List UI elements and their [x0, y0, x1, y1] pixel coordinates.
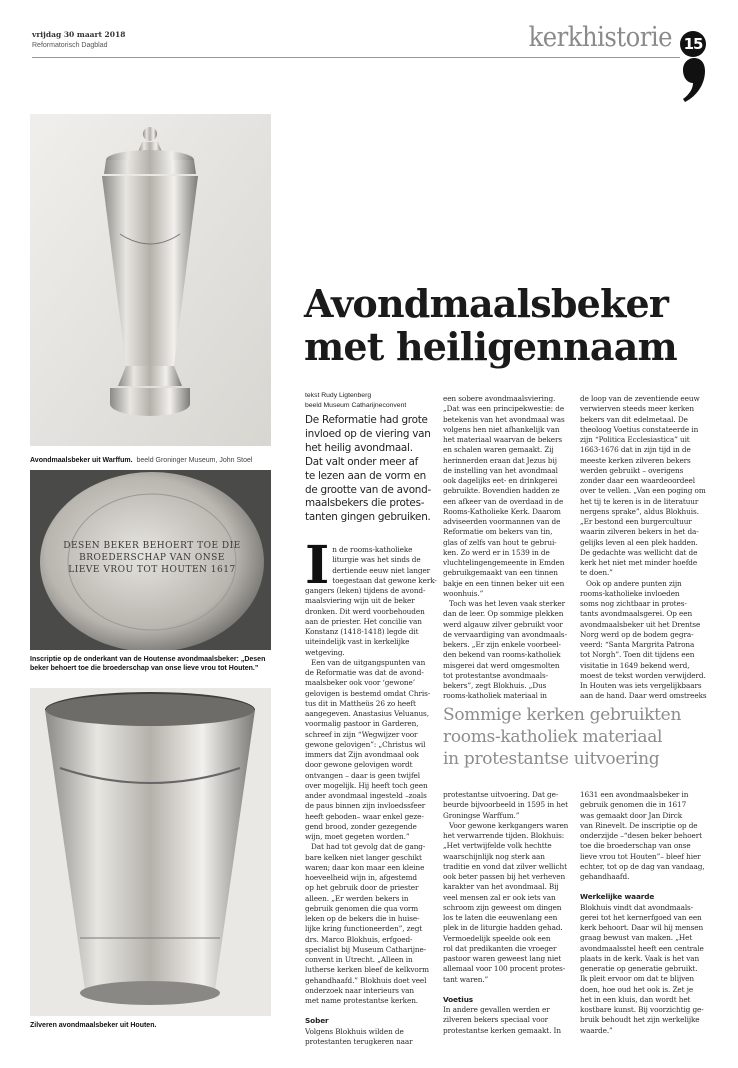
paragraph: protestantse uitvoering. Dat ge- beurde bijvoorbeeld in 1595 in het Groningse Warffum.”: [443, 790, 568, 820]
paragraph: Toch was het leven vaak sterker dan de leer. Op sommige plekken werd algauw zilver gebruikt voor de vervaardiging van avondmaals- bekers. „Er zijn enkele voorbeel- den bekend van rooms-katholiek misgerei dat werd omgesmolten tot protestantse avondmaals- bekers”, zegt Blokhuis. „Dus rooms-katholiek materiaal in: [443, 599, 567, 701]
section-title: kerkhistorie: [528, 22, 672, 53]
paragraph: Blokhuis vindt dat avondmaals- gerei tot het kernerfgoed van een kerk behoort. Daar wil hij mensen graag bewust van maken. „Het avondmaalsstel heeft een centrale plaats in de kerk. Vaak is het van generatie op generatie gebruikt. Ik pleit ervoor om dat te blijven doen, hoe oud het ook is. Zet je het in een kluis, dan wordt het kostbare kunst. Bij voorzichtig ge- bruik behoudt het zijn werkelijke waarde.”: [580, 902, 704, 1035]
photo-houten-cup: [30, 688, 271, 1016]
paragraph: Een van de uitgangspunten van de Reformatie was dat de avond- maalsbeker ook voor ‘gewone’ gelovigen is bestemd omdat Chris- tus dit in Mattheüs 26 zo heeft aangegeven. Anastasius Veluanus, voormalig pastoor in Garderen, schreef in zijn “Wegwijzer voor gewone gelovigen”: „Christus wil immers dat Zijn avondmaal ook door gewone gelovigen wordt ontvangen – daar is geen twijfel over mogelijk. Hij heeft toch geen ander avondmaal ingesteld –zoals de paus binnen zijn invloedssfeer heeft geboden– waar enkel geze- gend brood, zonder gezegende wijn, moet gegeten worden.”: [305, 657, 431, 841]
paragraph: Voor gewone kerkgangers waren het verwarrende tijden. Blokhuis: „Het vertwijfelde volk hechtte waarschijnlijk nog sterk aan traditie en vond dat zilver wellicht ook beter passen bij het verheven karakter van het avondmaal. Bij veel mensen zal er ook iets van schroom zijn geweest om dingen los te laten die eeuwenlang een plek in de liturgie hadden gehad. Vermoedelijk speelde ook een rol dat predikanten die vroeger pastoor waren geweest lang niet allemaal voor 100 procent protes- tant waren.”: [443, 820, 569, 984]
newspaper-name: Reformatorisch Dagblad: [32, 42, 108, 49]
paragraph: n de rooms-katholieke liturgie was het sinds de dertiende eeuw niet langer toegestaan dat gewone kerk- gangers (leken) tijdens de avond- maalsviering wijn uit de beker dronken. Dit werd voorbehouden aan de priester. Het concilie van Konstanz (1418-1418) legde dit uiteindelijk vast in kerkelijke wetgeving.: [305, 545, 437, 657]
engraving-text: DESEN BEKER BEHOERT TOE DIE BROEDERSCHAP VAN ONSE LIEVE VROU TOT HOUTEN 1617: [63, 541, 241, 575]
photo-caption-houten: Zilveren avondmaalsbeker uit Houten.: [30, 1022, 157, 1029]
article-column-3-top: [580, 394, 712, 702]
photo-caption-warffum: [30, 456, 275, 465]
comma-logo-icon: [680, 58, 706, 102]
paragraph: een sobere avondmaalsviering. „Dat was een principekwestie: de betekenis van het avondmaal was volgens hen niet afhankelijk van het materiaal waarvan de bekers en schalen waren gemaakt. Zij herinnerden eraan dat Jezus bij de instelling van het avondmaal ook dagelijks eet- en drinkgerei gebruikte. Bovendien hadden ze een afkeer van de overdaad in de Rooms-Katholieke Kerk. Daarom adviseerden voormannen van de Reformatie om bekers van tin, glas of zelfs van hout te gebrui- ken. Zo werd er in 1539 in de vluchtelingengemeente in Emden gebruikgemaakt van een tinnen bakje en een tinnen beker uit een woonhuis.”: [443, 394, 565, 598]
issue-date: vrijdag 30 maart 2018: [32, 30, 126, 39]
paragraph: Ook op andere punten zijn rooms-katholieke invloeden soms nog zichtbaar in protes- tants avondmaalsgerei. Op een avondmaalsbeker uit het Drentse Norg werd op de bodem gegra- veerd: “Santa Margrita Patrona tot Norgh”. Toen dit tijdens een visitatie in 1649 bekend werd, moest de tekst worden verwijderd. In Houten was iets vergelijkbaars aan de hand. Daar werd omstreeks: [580, 578, 707, 701]
caption-title: Avondmaalsbeker uit Warffum.: [30, 457, 133, 464]
paragraph: In andere gevallen werden er zilveren bekers speciaal voor protestantse kerken gemaakt. In: [443, 1005, 561, 1035]
photo-warffum-cup: [30, 114, 271, 446]
byline-photo: beeld Museum Catharijneconvent: [305, 402, 407, 409]
article-column-3-bottom: [580, 790, 712, 1036]
paragraph: 1631 een avondmaalsbeker in gebruik genomen die in 1617 was gemaakt door Jan Dirck van Rinevelt. De inscriptie op de onderzijde –“desen beker behoert toe die broederschap van onse lieve vrou tot Houten”– bleef hier echter, tot op de dag van vandaag, gehandhaafd.: [580, 790, 705, 881]
paragraph: Dat had tot gevolg dat de gang- bare kelken niet langer geschikt waren; daar kon maar een kleine hoeveelheid wijn in, afgestemd op het gebruik door de priester alleen. „Er werden bekers in gebruik genomen die qua vorm leken op de bekers die in huise- lijke kring functioneerden”, zegt drs. Marco Blokhuis, erfgoed- specialist bij Museum Catharijne- convent in Utrecht. „Alleen in lutherse kerken bleef de kelkvorm gehandhaafd.” Blokhuis doet veel onderzoek naar interieurs van met name protestantse kerken.: [305, 842, 429, 1005]
photo-credit: beeld Groninger Museum, John Stoel: [136, 457, 253, 464]
page-number: 15: [680, 31, 706, 57]
article-column-1: [305, 535, 437, 1047]
subheading-voetius: Voetius: [443, 994, 474, 1004]
subheading-sober: Sober: [305, 1016, 329, 1026]
photo-caption-inscription: Inscriptie op de onderkant van de Houtense avondmaalsbeker: „Desen beker behoert toe die broederschap van onse lieve vrou tot Houten.”: [30, 656, 266, 672]
byline: [305, 391, 406, 411]
article-column-2-top: [443, 394, 575, 702]
paragraph: de loop van de zeventiende eeuw verwierven steeds meer kerken bekers van dit edelmetaal. De theoloog Voetius constateerde in zijn “Politica Ecclesiastica” uit 1663-1676 dat in zijn tijd in de meeste kerken zilveren bekers werden gebruikt – overigens zonder daar een waardeoordeel over te vellen. „Van een poging om het tij te keren is in de literatuur nergens sprake”, aldus Blokhuis. „Er bestond een burgercultuur waarin zilveren bekers in het da- gelijks leven al een plek hadden. De gedachte was wellicht dat de kerk het niet met minder hoefde te doen.”: [580, 394, 706, 578]
pull-quote: Sommige kerken gebruikten rooms-katholiek materiaal in protestantse uitvoering: [443, 705, 682, 769]
article-column-2-bottom: [443, 790, 575, 1036]
paragraph: Volgens Blokhuis wilden de protestanten terugkeren naar: [305, 1026, 413, 1046]
article-intro: De Reformatie had grote invloed op de viering van het heilig avondmaal. Dat valt onder meer af te lezen aan de vorm en de grootte van de avond- maalsbekers die protes- tanten gingen gebruiken.: [305, 414, 431, 524]
subheading-werkelijke-waarde: Werkelijke waarde: [580, 892, 655, 902]
byline-author: tekst Rudy Ligtenberg: [305, 392, 372, 399]
header-divider: [32, 57, 680, 58]
drop-cap: I: [305, 535, 330, 596]
article-headline: Avondmaalsbeker met heiligennaam: [304, 281, 677, 369]
